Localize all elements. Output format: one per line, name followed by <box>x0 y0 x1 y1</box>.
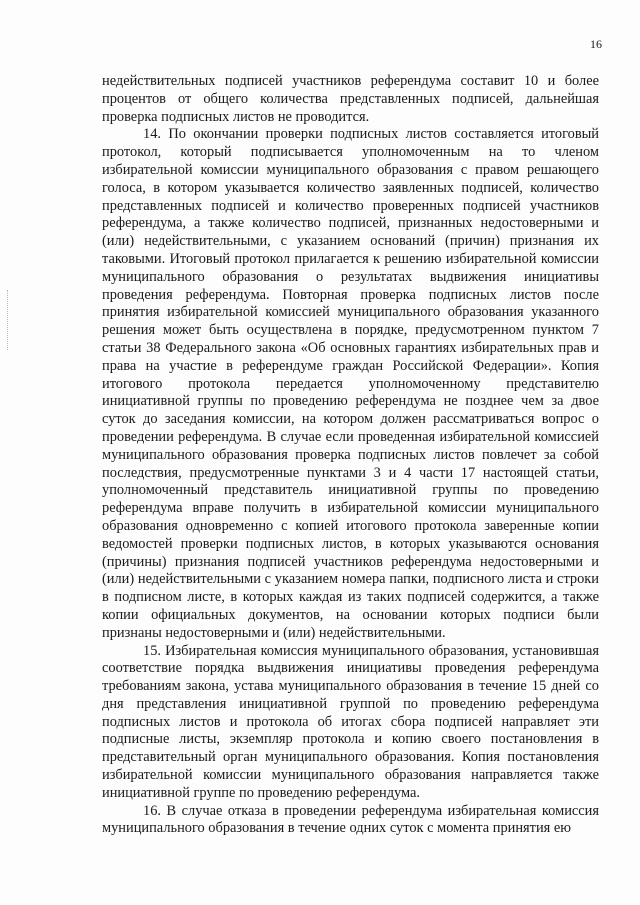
paragraph-item-15: 15. Избирательная комиссия муниципального образования, установившая соответствие порядка выдвижения инициативы проведения референдума требованиям закона, устава муниципального образования в течение 15 дней со дня представления инициативной группой по проведению референдума подписных листов и протокола об итогах сбора подписей направляет эти подписные листы, экземпляр протокола и копию своего постановления в представительный орган муниципального образования. Копия постановления избирательной комиссии муниципального образования направляется также инициативной группе по проведению референдума. <box>102 642 599 801</box>
paragraph-item-14: 14. По окончании проверки подписных листов составляется итоговый протокол, который подписывается уполномоченным на то членом избирательной комиссии муниципального образования с правом решающего голоса, в котором указывается количество заявленных подписей, количество представленных подписей и количество проверенных подписей участников референдума, а также количество подписей, признанных недостоверными и (или) недействительными, с указанием оснований (причин) признания их таковыми. Итоговый протокол прилагается к решению избирательной комиссии муниципального образования о результатах выдвижения инициативы проведения референдума. Повторная проверка подписных листов после принятия избирательной комиссией муниципального образования указанного решения может быть осуществлена в порядке, предусмотренном пунктом 7 статьи 38 Федерального закона «Об основных гарантиях избирательных прав и права на участие в референдуме граждан Российской Федерации». Копия итогового протокола передается уполномоченному представителю инициативной группы по проведению референдума не позднее чем за двое суток до заседания комиссии, на котором должен рассматриваться вопрос о проведении референдума. В случае если проведенная избирательной комиссией муниципального образования проверка подписных листов повлечет за собой последствия, предусмотренные пунктами 3 и 4 части 17 настоящей статьи, уполномоченный представитель инициативной группы по проведению референдума вправе получить в избирательной комиссии муниципального образования одновременно с копией итогового протокола заверенные копии ведомостей проверки подписных листов, в которых указываются основания (причины) признания подписей участников референдума недостоверными и (или) недействительными с указанием номера папки, подписного листа и строки в подписном листе, в которых каждая из таких подписей содержится, а также копии официальных документов, на основании которых подписи были признаны недостоверными и (или) недействительными. <box>102 126 599 641</box>
paragraph-item-16: 16. В случае отказа в проведении референдума избирательная комиссия муниципального образования в течение одних суток с момента принятия ею <box>102 802 599 837</box>
page-number: 16 <box>590 37 602 51</box>
document-body <box>102 73 599 838</box>
scan-margin-marks <box>7 290 9 350</box>
paragraph-continuation: недействительных подписей участников референдума составит 10 и более процентов от общего количества представленных подписей, дальнейшая проверка подписных листов не проводится. <box>102 73 599 125</box>
